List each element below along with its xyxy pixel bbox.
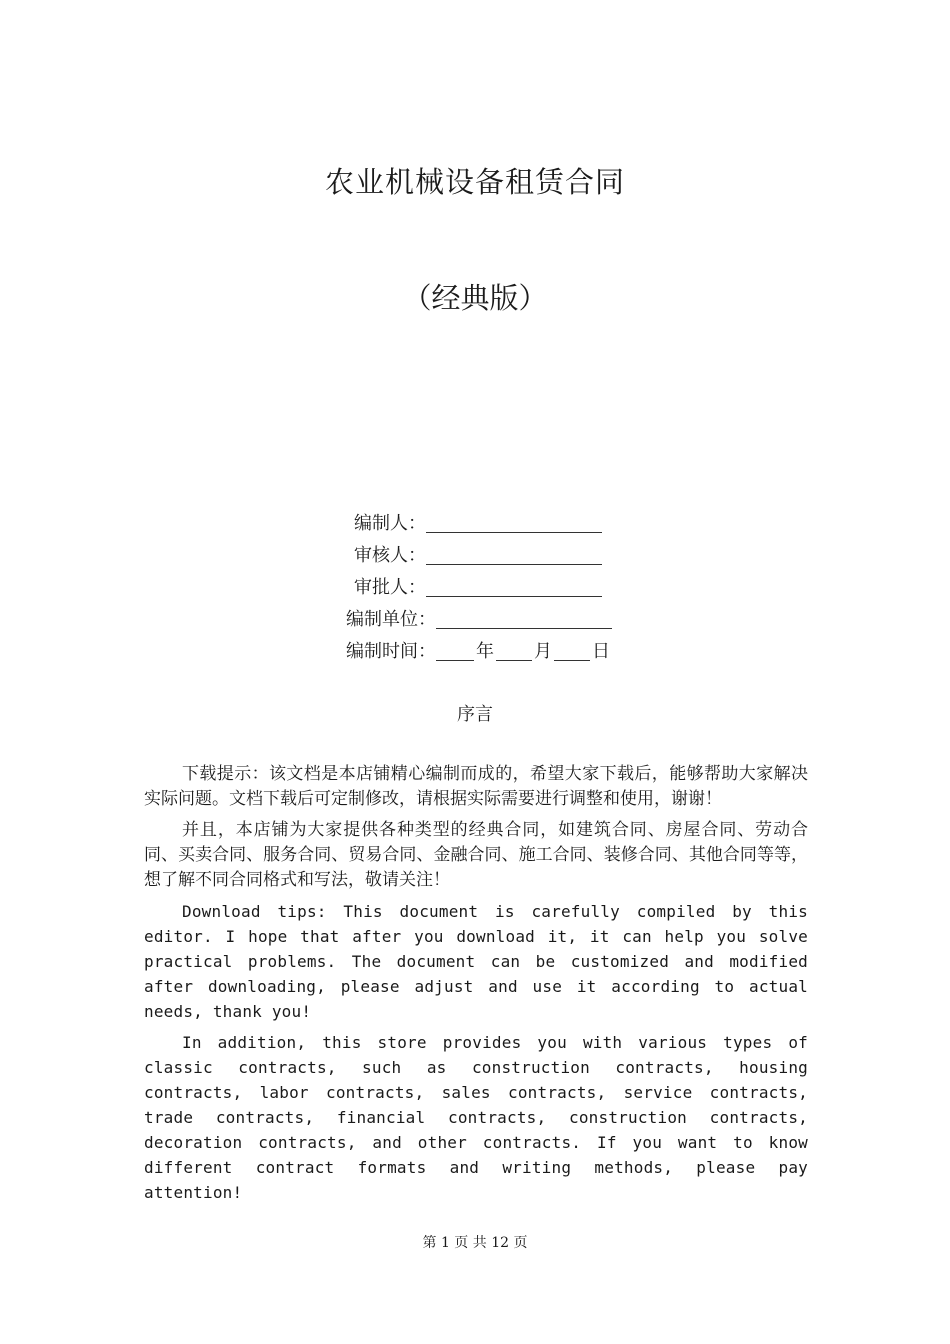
- year-label: 年: [476, 641, 494, 662]
- time-label: 编制时间：: [346, 641, 436, 662]
- document-title: 农业机械设备租赁合同: [324, 165, 625, 199]
- preface-paragraph-3: Download tips: This document is carefully compiled by this editor. I hope that after you download it, it can help you solve practical problems. The document can be customized and modified after downloading, please adjust and use it according to actual needs, thank you!: [144, 902, 808, 1021]
- document-subtitle: （经典版）: [402, 281, 548, 315]
- reviewer-row: [320, 538, 660, 570]
- reviewer-blank[interactable]: [426, 544, 602, 565]
- reviewer-label: 审核人：: [354, 545, 426, 566]
- day-blank[interactable]: [554, 640, 590, 661]
- compiler-label: 编制人：: [354, 513, 426, 534]
- approver-row: [320, 570, 660, 602]
- unit-blank[interactable]: [436, 608, 612, 629]
- unit-row: [320, 602, 660, 634]
- day-label: 日: [592, 641, 610, 662]
- year-blank[interactable]: [436, 640, 474, 661]
- month-label: 月: [534, 641, 552, 662]
- compiler-blank[interactable]: [426, 512, 602, 533]
- signature-form: [320, 506, 660, 666]
- time-row: [320, 634, 660, 666]
- preface-paragraph-1: 下载提示：该文档是本店铺精心编制而成的，希望大家下载后，能够帮助大家解决实际问题。文档下载后可定制修改，请根据实际需要进行调整和使用，谢谢！: [144, 764, 808, 809]
- preface-body: [144, 762, 808, 1211]
- preface-paragraph-4: In addition, this store provides you with various types of classic contracts, such as construction contracts, housing contracts, labor contracts, sales contracts, service contracts, trade contracts, financial contracts, construction contracts, decoration contracts, and other contracts. If you want to know different contract formats and writing methods, please pay attention!: [144, 1033, 808, 1202]
- approver-label: 审批人：: [354, 577, 426, 598]
- preface-title: 序言: [457, 704, 493, 725]
- preface-paragraph-2: 并且，本店铺为大家提供各种类型的经典合同，如建筑合同、房屋合同、劳动合同、买卖合同、服务合同、贸易合同、金融合同、施工合同、装修合同、其他合同等等，想了解不同合同格式和写法，敬请关注！: [144, 820, 808, 890]
- compiler-row: [320, 506, 660, 538]
- approver-blank[interactable]: [426, 576, 602, 597]
- unit-label: 编制单位：: [346, 609, 436, 630]
- page-footer: 第 1 页 共 12 页: [422, 1235, 528, 1251]
- month-blank[interactable]: [496, 640, 532, 661]
